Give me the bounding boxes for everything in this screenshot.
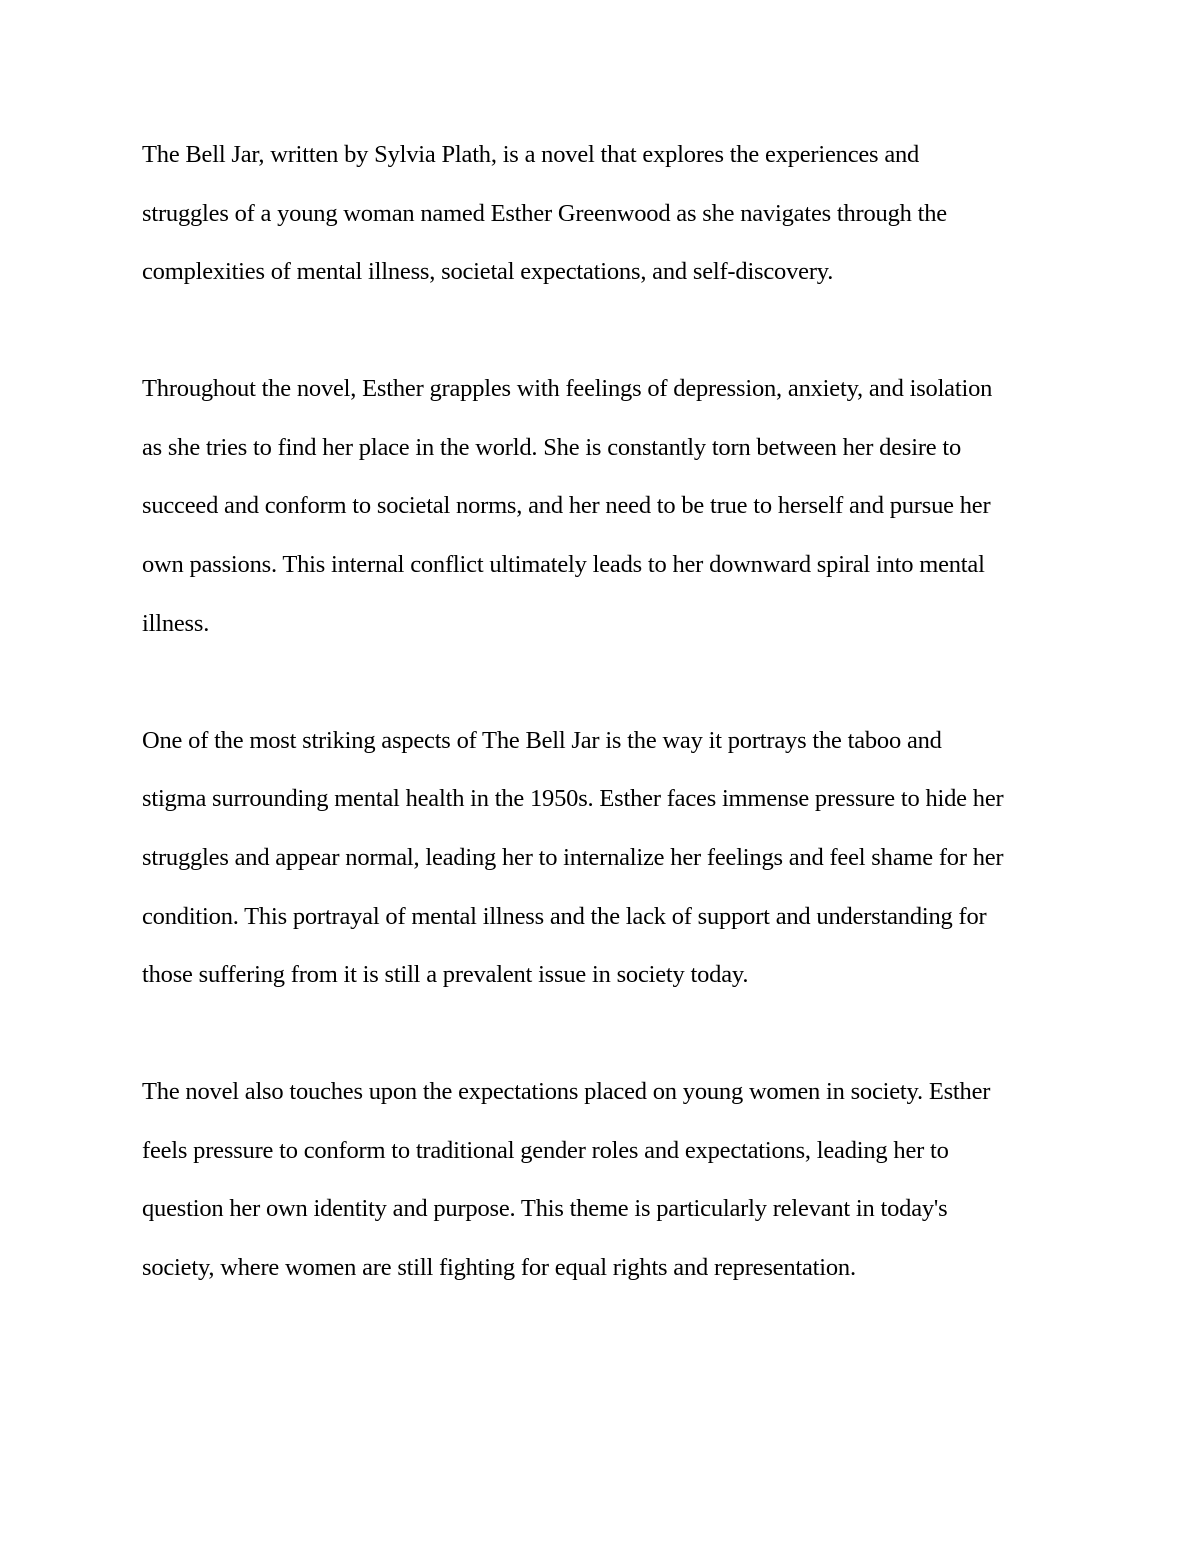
text-line: question her own identity and purpose. This theme is particularly relevant in today's bbox=[142, 1195, 948, 1223]
text-line: One of the most striking aspects of The Bell Jar is the way it portrays the taboo and bbox=[142, 726, 942, 754]
text-line: The Bell Jar, written by Sylvia Plath, is a novel that explores the experiences and bbox=[142, 141, 920, 168]
text-line: succeed and conform to societal norms, and her need to be true to herself and pursue her bbox=[142, 492, 991, 520]
text-line: condition. This portrayal of mental illness and the lack of support and understanding for bbox=[142, 902, 987, 930]
text-line: feels pressure to conform to traditional gender roles and expectations, leading her to bbox=[142, 1136, 949, 1164]
text-line: illness. bbox=[142, 609, 210, 637]
paragraph-4 bbox=[142, 1063, 1074, 1298]
text-line: The novel also touches upon the expectations placed on young women in society. Esther bbox=[142, 1077, 991, 1105]
text-line: struggles and appear normal, leading her to internalize her feelings and feel shame for her bbox=[142, 843, 1004, 871]
text-line: own passions. This internal conflict ultimately leads to her downward spiral into mental bbox=[142, 551, 985, 579]
text-line: struggles of a young woman named Esther Greenwood as she navigates through the bbox=[142, 199, 947, 227]
text-line: stigma surrounding mental health in the 1950s. Esther faces immense pressure to hide her bbox=[142, 785, 1004, 813]
text-line: complexities of mental illness, societal expectations, and self-discovery. bbox=[142, 258, 834, 286]
paragraph-2 bbox=[142, 360, 1074, 653]
paragraph-1 bbox=[142, 126, 1074, 302]
text-line: society, where women are still fighting for equal rights and representation. bbox=[142, 1254, 856, 1281]
text-line: as she tries to find her place in the world. She is constantly torn between her desire to bbox=[142, 433, 962, 461]
text-line: those suffering from it is still a prevalent issue in society today. bbox=[142, 961, 749, 989]
text-line: Throughout the novel, Esther grapples with feelings of depression, anxiety, and isolation bbox=[142, 375, 993, 403]
paragraph-3 bbox=[142, 712, 1074, 1005]
